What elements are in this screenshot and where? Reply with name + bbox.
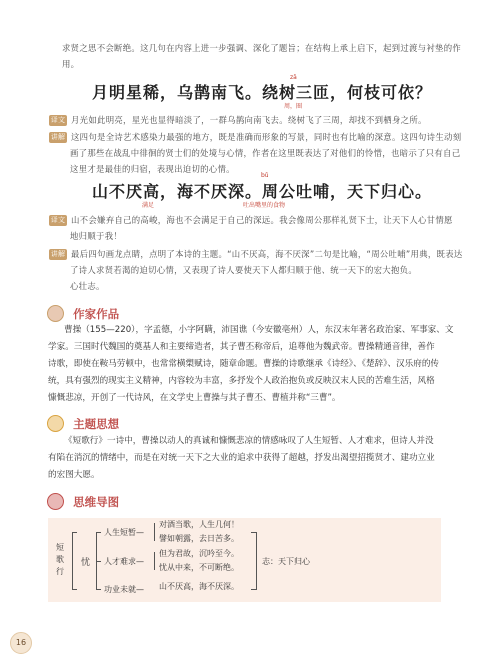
mindmap-branch-label: 人生短暂— — [104, 528, 144, 537]
mindmap-branch-bracket — [154, 552, 155, 570]
theme-section-header — [47, 413, 119, 432]
mindmap-conclusion-bracket — [256, 532, 257, 590]
theme-section-title: 主题思想 — [73, 416, 120, 431]
verse1-comment-line-3: 这里才是最佳的归宿，表现出迫切的心情。 — [70, 164, 235, 174]
mindmap-branch-label: 功业未就— — [104, 585, 144, 594]
page-number-badge — [10, 632, 32, 654]
author-line-1: 曹操（155—220），字孟德，小字阿瞒，沛国谯（今安徽亳州）人，东汉末年著名政治家、军事家、文 — [64, 325, 454, 335]
mindmap-branch-item: 对酒当歌，人生几何！ — [159, 520, 239, 529]
mindmap-branch-item: 忧从中来，不可断绝。 — [159, 563, 239, 572]
mindmap-root: 短歌行 — [56, 543, 64, 576]
verse2-pinyin: bǔ — [261, 172, 269, 179]
mindmap-diagram — [48, 518, 441, 602]
verse2-comment-line-1: 最后四句画龙点睛，点明了本诗的主题。“山不厌高，海不厌深”二句是比喻，“周公吐哺”用典，既表达 — [71, 249, 463, 259]
translation-tag: 译文 — [50, 116, 66, 124]
author-section-title: 作家作品 — [73, 306, 120, 321]
verse1-comment-line-1: 这四句是全诗艺术感染力最强的地方，既是准确而形象的写景，同时也有比喻的深意。这四句诗生动刻 — [71, 132, 462, 142]
verse2-headline: 山不厌高，海不厌深。周公吐哺，天下归心。 — [92, 182, 433, 201]
author-section-header — [47, 303, 119, 322]
sun-icon — [47, 415, 64, 432]
mindmap-branch-bracket — [154, 523, 155, 541]
translation-tag: 译文 — [50, 216, 66, 224]
verse1-translation-text: 月光如此明亮，星光也显得暗淡了，一群乌鹊向南飞去。绕树飞了三周，却找不到栖身之所。 — [71, 115, 427, 125]
mindmap-branch-item: 山不厌高，海不厌深。 — [159, 582, 239, 591]
mindmap-branch-label: 人才难求— — [104, 557, 144, 566]
mindmap-branch-item: 譬如朝露，去日苦多。 — [159, 534, 239, 543]
verse1-comment — [49, 129, 461, 145]
mindmap-conclusion: 志：天下归心 — [262, 557, 310, 566]
verse2-comment-line-3: 心壮志。 — [70, 281, 105, 291]
verse1-pinyin: zā — [290, 74, 297, 81]
mindmap-branch-item: 但为君故，沉吟至今。 — [159, 549, 239, 558]
theme-line-1: 《短歌行》一诗中，曹操以动人的真诚和慷慨悲凉的情感咏叹了人生短暂、人才难求，但诗人并没 — [64, 436, 434, 446]
verse1-note: 周，圈 — [284, 103, 303, 110]
mindmap-root-bracket — [72, 532, 73, 590]
verse2-comment-line-2: 了诗人求贤若渴的迫切心情，又表现了诗人要使天下人都归顺于他、统一天下的宏大抱负。 — [70, 265, 417, 275]
author-line-4: 统，具有强烈的现实主义精神，内容较为丰富，多抒发个人政治抱负或反映汉末人民的苦难生活，风格 — [48, 376, 435, 386]
verse1-translation — [49, 112, 427, 128]
verse1-headline: 月明星稀，乌鹊南飞。绕树三匝，何枝可依？ — [92, 83, 433, 102]
verse1-comment-line-2: 画了那些在战乱中徘徊的贤士们的处境与心情，作者在这里既表达了对他们的怜惜，也暗示了只有自己 — [70, 148, 461, 158]
verse2-translation-line-2: 地归顺于我！ — [70, 231, 123, 241]
intro-line-2: 用。 — [62, 59, 80, 69]
verse2-comment — [49, 246, 463, 262]
verse2-translation-line-1: 山不会嫌弃自己的高峻，海也不会满足于自己的深远。我会像周公那样礼贤下士，让天下人心甘情愿 — [71, 215, 453, 225]
verse2-note-2: 吐出嘴里的食物 — [243, 202, 286, 209]
pen-icon — [47, 305, 64, 322]
page-number: 16 — [15, 638, 27, 647]
theme-line-3: 的宏图大愿。 — [48, 470, 100, 480]
mindmap-hub: 忧 — [81, 558, 91, 568]
comment-tag: 讲解 — [50, 133, 66, 141]
mindmap-section-header — [47, 491, 119, 510]
author-line-5: 慷慨悲凉，开创了一代诗风，在文学史上曹操与其子曹丕、曹植并称“三曹”。 — [48, 393, 341, 403]
theme-line-2: 有陷在消沉的情绪中，而是在对统一天下之大业的追求中获得了超越，抒发出渴望招揽贤才、建功立业 — [48, 453, 435, 463]
author-line-2: 学家。三国时代魏国的奠基人和主要缔造者，其子曹丕称帝后，追尊他为魏武帝。曹操精通音律，善作 — [48, 342, 435, 352]
intro-line-1: 求贤之思不会断绝。这几句在内容上进一步强调、深化了题旨；在结构上承上启下，起到过渡与衬垫的作 — [62, 43, 462, 53]
verse2-translation — [49, 212, 453, 228]
author-line-3: 诗歌，即使在鞍马劳顿中，也常常横槊赋诗，随章命题。曹操的诗歌继承《诗经》、《楚辞》、汉乐府的传 — [48, 359, 440, 369]
comment-tag: 讲解 — [50, 250, 66, 258]
brain-icon — [47, 493, 64, 510]
mindmap-section-title: 思维导图 — [73, 494, 120, 509]
verse2-note-1: 满足 — [142, 202, 155, 209]
